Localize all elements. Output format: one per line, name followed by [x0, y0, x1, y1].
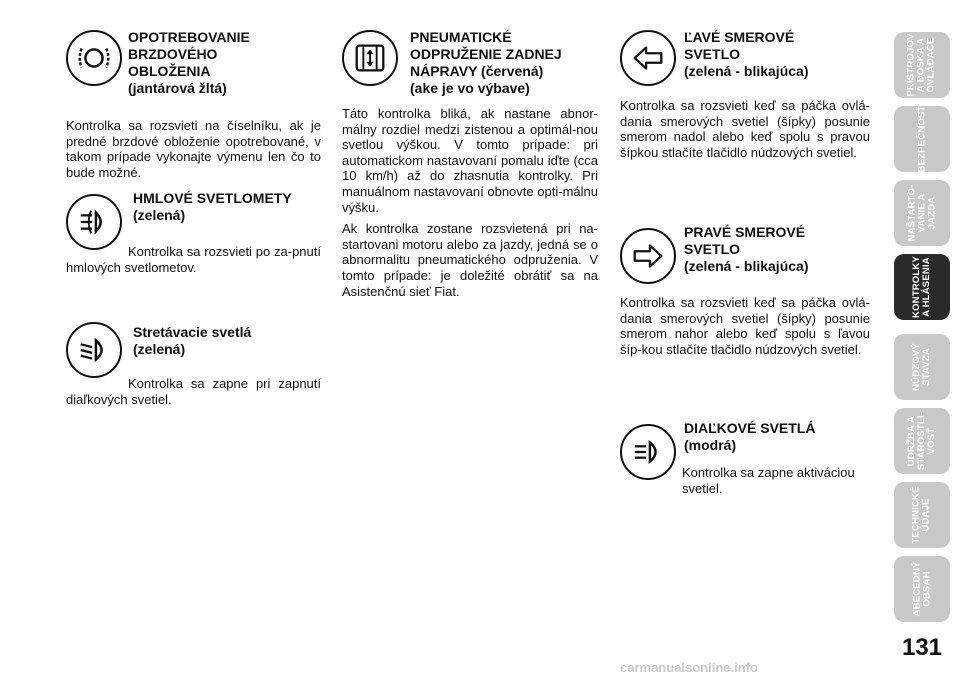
tab-label: NAŠTARTO- VANIE A JAZDA	[906, 184, 937, 242]
right-turn-signal-icon	[620, 228, 676, 284]
tab-label: ÚDRŽBA A STAROSTLI- VOSŤ	[906, 411, 938, 471]
tab-maintenance[interactable]	[894, 408, 950, 474]
front-fog-light-icon	[66, 194, 122, 250]
air-suspension-paragraph-1: Táto kontrolka bliká, ak nastane abnor-málny rozdiel medzi zistenou a optimál-nou svetlou výškou. V tomto prípade: pri automatickom nastavovaní pomalu iďte (cca 10 km/h) až do zhasnutia kontrolky. Pri manuálnom nastavovaní obnovte opti-málnu výšku.	[342, 106, 598, 215]
high-beam-title: DIAĽKOVÉ SVETLÁ (modrá)	[684, 420, 816, 453]
tab-technical-data[interactable]	[894, 482, 950, 548]
left-turn-title: ĽAVÉ SMEROVÉ SVETLO (zelená - blikajúca)	[684, 29, 809, 79]
brake-pad-title: OPOTREBOVANIE BRZDOVÉHO OBLOŽENIA (jantárová žltá)	[128, 29, 250, 96]
low-beam-icon	[66, 322, 122, 378]
watermark-text: carmanualsonline.info	[620, 660, 758, 675]
brake-pad-wear-icon	[66, 30, 122, 86]
tab-starting-driving[interactable]	[894, 180, 950, 246]
high-beam-text: Kontrolka sa zapne aktiváciou svetiel.	[682, 465, 855, 496]
tab-warning-lights[interactable]	[894, 254, 950, 320]
air-suspension-text	[342, 106, 598, 305]
left-turn-signal-icon	[620, 30, 676, 86]
tab-label: BEZPEČNOSŤ	[916, 106, 927, 172]
tab-dashboard-controls[interactable]	[894, 32, 950, 98]
tab-label: ABECEDNÝ OBSAH	[910, 561, 932, 617]
tab-label: PRÍSTROJOV Á DOSKA A OVLÁDAČE	[906, 33, 937, 97]
tab-label: NÚDZOVÝ STAVZA	[910, 343, 932, 391]
tab-index[interactable]	[894, 556, 950, 622]
low-beam-title: Stretávacie svetlá (zelená)	[133, 324, 252, 357]
left-turn-text: Kontrolka sa rozsvieti keď sa páčka ovlá-dania smerových svetiel (šípky) posunie smerom nadol alebo keď spolu s pravou šípkou stlačíte tlačidlo núdzových svetiel.	[620, 98, 870, 160]
tab-label: TECHNICKÉ ÚDAJE	[911, 486, 932, 544]
air-suspension-paragraph-2: Ak kontrolka zostane rozsvietená pri na-startovani motoru alebo za jazdy, jedná se o abnormalitu pneumatického odpruženia. V tomto prípade: je doležité obrátiť sa na Asistenčnú sieť Fiat.	[342, 221, 598, 299]
tab-safety[interactable]	[894, 106, 950, 172]
right-turn-title: PRAVÉ SMEROVÉ SVETLO (zelená - blikajúca)	[684, 224, 809, 274]
high-beam-icon	[620, 424, 676, 480]
page-number: 131	[901, 634, 943, 661]
fog-light-title: HMLOVÉ SVETLOMETY (zelená)	[133, 190, 292, 223]
air-suspension-icon	[342, 30, 398, 86]
air-suspension-title: PNEUMATICKÉ ODPRUŽENIE ZADNEJ NÁPRAVY (červená) (ake je vo výbave)	[410, 29, 562, 96]
brake-pad-text: Kontrolka sa rozsvieti na číselníku, ak je predné brzdové obloženie opotrebované, v takom prípade vykonajte výmenu len čo to bude možné.	[66, 118, 321, 180]
fog-light-text: Kontrolka sa rozsvieti po za-pnutí hmlových svetlometov.	[66, 244, 321, 275]
right-turn-text: Kontrolka sa rozsvieti keď sa páčka ovlá-dania smerových svetiel (šípky) posunie smerom nahor alebo keď spolu s ľavou šíp-kou stlačíte tlačidlo núdzových svetiel.	[620, 295, 870, 357]
tab-emergency[interactable]	[894, 334, 950, 400]
low-beam-text: Kontrolka sa zapne pri zapnutí diaľkových svetiel.	[66, 376, 321, 407]
tab-label: KONTROLKY A HLÁSENIA	[911, 256, 932, 318]
